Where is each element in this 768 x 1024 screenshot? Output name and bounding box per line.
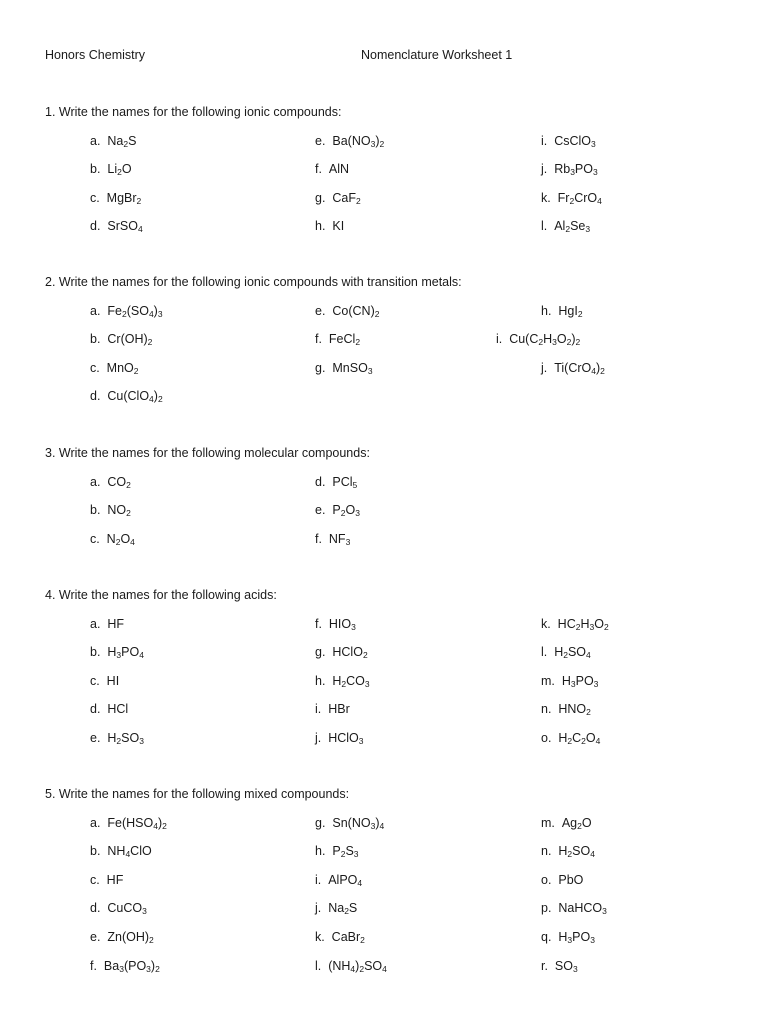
item-letter: r.	[541, 958, 555, 973]
compound-item	[90, 844, 152, 858]
item-letter: b.	[90, 645, 108, 660]
chemical-formula: $HC_2H_3O_2$	[557, 616, 609, 632]
item-letter: c.	[90, 673, 107, 688]
item-letter: o.	[541, 872, 559, 887]
chemical-formula: $(NH_4)_2SO_4$	[328, 958, 387, 974]
item-letter: i.	[496, 332, 510, 347]
chemical-formula: $Zn(OH)_2$	[107, 929, 154, 945]
compound-item	[315, 645, 368, 659]
compound-item	[315, 930, 365, 944]
chemical-formula: $Al_2Se_3$	[554, 219, 591, 235]
item-letter: h.	[541, 303, 559, 318]
compound-item	[315, 532, 350, 546]
item-letter: m.	[541, 815, 562, 830]
compound-item	[315, 873, 362, 887]
item-letter: d.	[90, 219, 108, 234]
chemical-formula: CuCO$_3$	[107, 901, 147, 917]
item-letter: j.	[315, 901, 329, 916]
compound-item	[315, 816, 384, 830]
compound-item	[541, 731, 600, 745]
compound-item	[315, 901, 357, 915]
compound-item	[90, 361, 139, 375]
compound-item	[315, 731, 364, 745]
compound-item	[90, 191, 141, 205]
chemical-formula: HBr	[328, 702, 350, 717]
chemical-formula: $HNO_2$	[558, 702, 591, 718]
item-letter: n.	[541, 844, 559, 859]
chemical-formula: MgBr$_2$	[106, 190, 142, 206]
question-prompt-2: 2. Write the names for the following ionic compounds with transition metals:	[45, 275, 462, 289]
chemical-formula: $H_2C_2O_4$	[558, 730, 601, 746]
item-letter: e.	[90, 929, 108, 944]
item-letter: a.	[90, 133, 108, 148]
chemical-formula: $P_2O_3$	[332, 503, 360, 519]
chemical-formula: HgI$_2$	[558, 303, 583, 319]
item-letter: m.	[541, 673, 562, 688]
compound-item	[541, 959, 578, 973]
chemical-formula: $N_2O_4$	[106, 531, 135, 547]
compound-item	[496, 332, 580, 346]
compound-item	[90, 731, 144, 745]
compound-item	[315, 191, 361, 205]
compound-item	[90, 389, 163, 403]
compound-item	[315, 702, 350, 716]
item-letter: l.	[315, 958, 329, 973]
item-letter: c.	[90, 531, 107, 546]
item-letter: e.	[315, 303, 333, 318]
chemical-formula: $H_2SO_4$	[554, 645, 591, 661]
chemical-formula: MnO$_2$	[106, 360, 139, 376]
compound-item	[541, 162, 598, 176]
item-letter: k.	[315, 929, 332, 944]
item-letter: c.	[90, 190, 107, 205]
question-prompt-4: 4. Write the names for the following acids:	[45, 588, 277, 602]
compound-item	[90, 617, 124, 631]
course-title: Honors Chemistry	[45, 48, 146, 62]
item-letter: g.	[315, 645, 333, 660]
chemical-formula: $H_2SO_3$	[107, 730, 144, 746]
compound-item	[315, 959, 387, 973]
chemical-formula: $Cr(OH)_2$	[107, 332, 153, 348]
compound-item	[541, 901, 607, 915]
item-letter: g.	[315, 190, 333, 205]
compound-item	[315, 503, 360, 517]
compound-item	[90, 219, 143, 233]
item-letter: g.	[315, 360, 333, 375]
compound-item	[541, 361, 605, 375]
compound-item	[90, 304, 163, 318]
item-letter: n.	[541, 702, 559, 717]
compound-item	[541, 844, 595, 858]
compound-item	[90, 702, 128, 716]
item-letter: g.	[315, 815, 333, 830]
compound-item	[90, 532, 135, 546]
compound-item	[90, 930, 154, 944]
chemical-formula: $CO_2$	[107, 474, 131, 490]
compound-item	[90, 162, 132, 176]
item-letter: e.	[315, 133, 333, 148]
compound-item	[90, 475, 131, 489]
item-letter: a.	[90, 616, 108, 631]
question-prompt-1: 1. Write the names for the following ionic compounds:	[45, 105, 342, 119]
question-prompt-5: 5. Write the names for the following mixed compounds:	[45, 787, 350, 801]
item-letter: e.	[315, 503, 333, 518]
chemical-formula: HClO$_2$	[332, 645, 368, 661]
chemical-formula: $NF_3$	[328, 531, 351, 547]
chemical-formula: KI	[332, 219, 345, 234]
compound-item	[315, 134, 384, 148]
chemical-formula: $Ti(CrO_4)_2$	[554, 360, 605, 376]
chemical-formula: NaHCO$_3$	[558, 901, 607, 917]
item-letter: a.	[90, 303, 108, 318]
chemical-formula: $Rb_3PO_3$	[554, 162, 598, 178]
compound-item	[90, 332, 152, 346]
item-letter: b.	[90, 503, 108, 518]
chemical-formula: $SO_3$	[554, 958, 578, 974]
compound-item	[90, 901, 147, 915]
chemical-formula: $Ba_3(PO_3)_2$	[103, 958, 160, 974]
item-letter: o.	[541, 730, 559, 745]
chemical-formula: PbO	[558, 872, 584, 887]
compound-item	[315, 617, 356, 631]
chemical-formula: FeCl$_2$	[328, 332, 361, 348]
chemical-formula: HF	[107, 616, 125, 631]
compound-item	[541, 674, 598, 688]
chemical-formula: HClO$_3$	[328, 730, 364, 746]
chemical-formula: $Fr_2CrO_4$	[557, 190, 602, 206]
compound-item	[541, 873, 583, 887]
compound-item	[315, 475, 357, 489]
compound-item	[90, 674, 119, 688]
compound-item	[90, 873, 123, 887]
chemical-formula: $H_3PO_3$	[558, 929, 595, 945]
chemical-formula: $H_2CO_3$	[332, 673, 370, 689]
item-letter: j.	[541, 360, 555, 375]
compound-item	[90, 645, 144, 659]
item-letter: b.	[90, 162, 108, 177]
item-letter: a.	[90, 815, 108, 830]
compound-item	[90, 816, 167, 830]
compound-item	[541, 304, 583, 318]
chemical-formula: $Cu(ClO_4)_2$	[107, 389, 163, 405]
item-letter: l.	[541, 645, 555, 660]
chemical-formula: HCl	[107, 702, 129, 717]
chemical-formula: AlN	[328, 162, 350, 177]
item-letter: b.	[90, 844, 108, 859]
chemical-formula: $Na_2S$	[107, 133, 137, 149]
chemical-formula: $H_3PO_3$	[561, 673, 599, 689]
compound-item	[541, 617, 609, 631]
compound-item	[315, 361, 373, 375]
chemical-formula: CaF$_2$	[332, 190, 361, 206]
item-letter: d.	[315, 474, 333, 489]
item-letter: d.	[90, 389, 108, 404]
chemical-formula: $Co(CN)_2$	[332, 303, 380, 319]
compound-item	[315, 844, 359, 858]
chemical-formula: $Sn(NO_3)_4$	[332, 815, 385, 831]
worksheet-title: Nomenclature Worksheet 1	[361, 48, 513, 62]
item-letter: c.	[90, 872, 107, 887]
chemical-formula: AlPO$_4$	[328, 872, 363, 888]
chemical-formula: HF	[106, 872, 124, 887]
item-letter: e.	[90, 730, 108, 745]
item-letter: d.	[90, 901, 108, 916]
compound-item	[541, 219, 590, 233]
chemical-formula: PCl$_5$	[332, 474, 358, 490]
item-letter: i.	[541, 133, 555, 148]
item-letter: h.	[315, 844, 333, 859]
chemical-formula: $Ba(NO_3)_2$	[332, 133, 385, 149]
chemical-formula: $H_3PO_4$	[107, 645, 144, 661]
item-letter: h.	[315, 219, 333, 234]
item-letter: l.	[541, 219, 555, 234]
compound-item	[315, 332, 360, 346]
item-letter: f.	[315, 332, 329, 347]
chemical-formula: $Li_2O$	[107, 162, 132, 178]
item-letter: k.	[541, 616, 558, 631]
chemical-formula: MnSO$_3$	[332, 360, 373, 376]
item-letter: d.	[90, 702, 108, 717]
chemical-formula: SrSO$_4$	[107, 219, 143, 235]
chemical-formula: $Fe(HSO_4)_2$	[107, 815, 167, 831]
item-letter: i.	[315, 702, 329, 717]
chemical-formula: $H_2SO_4$	[558, 844, 595, 860]
compound-item	[541, 191, 602, 205]
compound-item	[315, 674, 370, 688]
item-letter: f.	[315, 162, 329, 177]
compound-item	[90, 134, 136, 148]
item-letter: c.	[90, 360, 107, 375]
item-letter: h.	[315, 673, 333, 688]
compound-item	[90, 503, 131, 517]
chemical-formula: HI	[106, 673, 120, 688]
question-prompt-3: 3. Write the names for the following molecular compounds:	[45, 446, 370, 460]
compound-item	[90, 959, 160, 973]
item-letter: b.	[90, 332, 108, 347]
chemical-formula: $P_2S_3$	[332, 844, 359, 860]
chemical-formula: CaBr$_2$	[331, 929, 365, 945]
chemical-formula: $Cu(C_2H_3O_2)_2$	[509, 332, 581, 348]
item-letter: f.	[315, 531, 329, 546]
chemical-formula: CsClO$_3$	[554, 133, 596, 149]
compound-item	[541, 930, 595, 944]
chemical-formula: $NO_2$	[107, 503, 131, 519]
item-letter: j.	[541, 162, 555, 177]
item-letter: q.	[541, 929, 559, 944]
compound-item	[541, 702, 591, 716]
compound-item	[541, 816, 592, 830]
item-letter: i.	[315, 872, 329, 887]
chemical-formula: $Na_2S$	[328, 901, 358, 917]
item-letter: a.	[90, 474, 108, 489]
chemical-formula: $Ag_2O$	[561, 815, 592, 831]
chemical-formula: $NH_4ClO$	[107, 844, 152, 860]
compound-item	[315, 162, 349, 176]
compound-item	[541, 645, 591, 659]
item-letter: f.	[90, 958, 104, 973]
item-letter: k.	[541, 190, 558, 205]
compound-item	[315, 304, 379, 318]
item-letter: f.	[315, 616, 329, 631]
chemical-formula: $HIO_3$	[328, 616, 356, 632]
item-letter: j.	[315, 730, 329, 745]
chemical-formula: $Fe_2(SO_4)_3$	[107, 303, 163, 319]
compound-item	[541, 134, 596, 148]
item-letter: p.	[541, 901, 559, 916]
compound-item	[315, 219, 344, 233]
